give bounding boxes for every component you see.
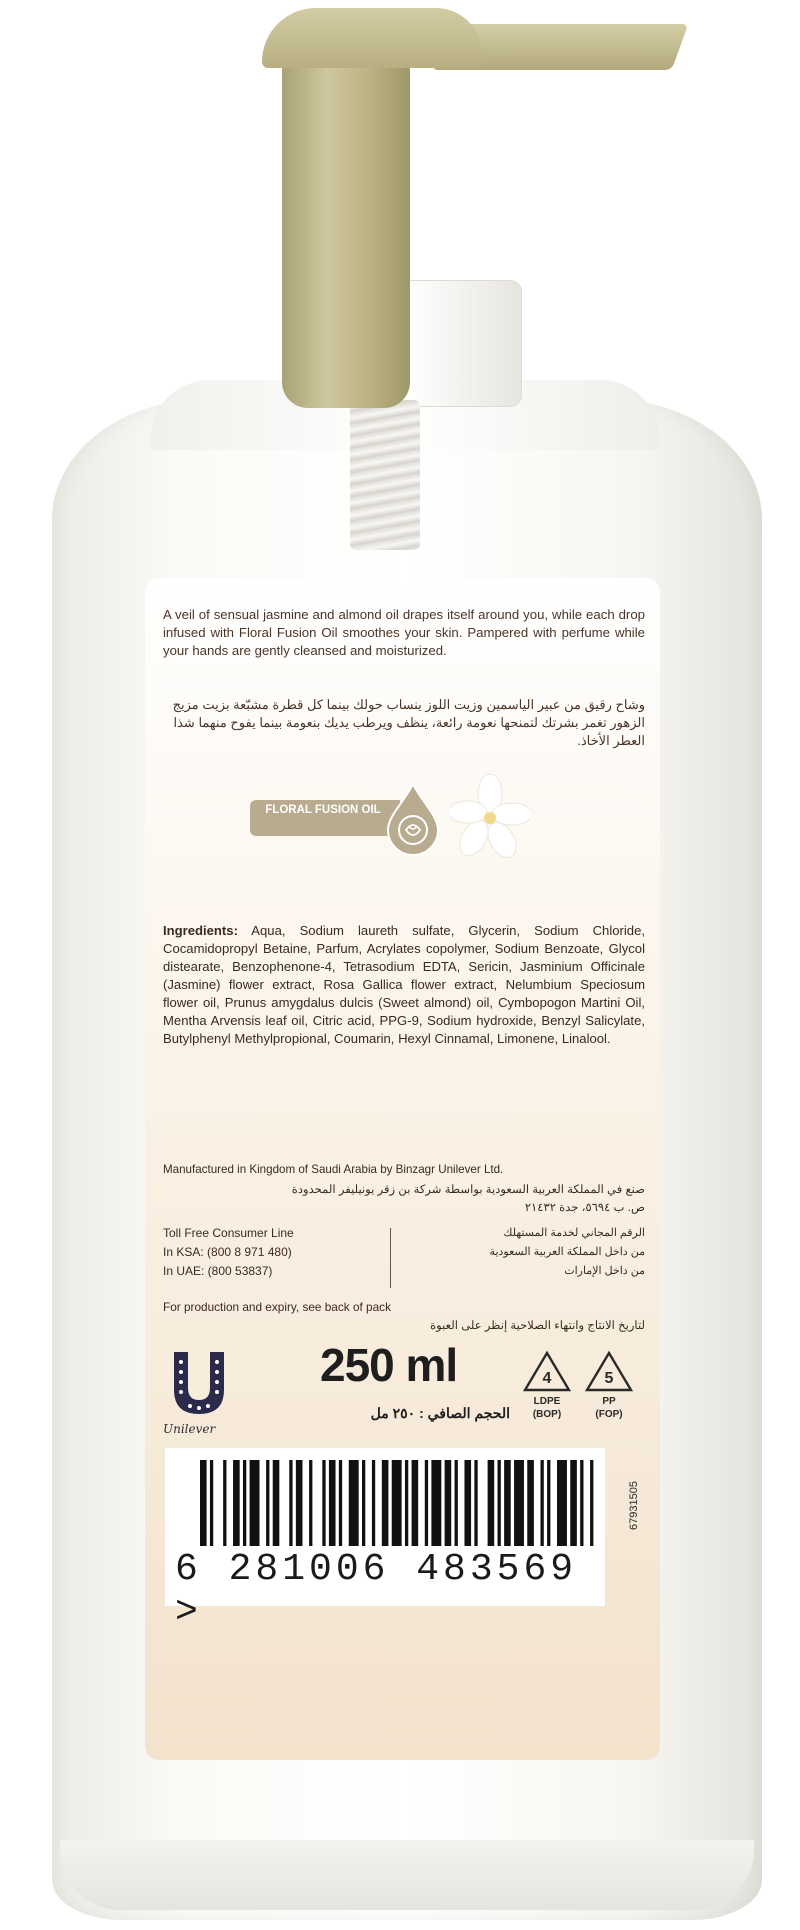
- pump-tube: [350, 400, 420, 550]
- ingredients-text: Aqua, Sodium laureth sulfate, Glycerin, Sodium Chloride, Cocamidopropyl Betaine, Parfum, Acrylates copolymer, Sodium Benzoate, Glycol distearate, Benzophenone-4, Tetrasodium EDTA, Sericin, Jasminium Officinale (Jasmine) flower extract, Rosa Gallica flower extract, Nelumbium Speciosum flower oil, Prunus amygdalus dulcis (Sweet almond) oil, Cymbopogon Martini Oil, Mentha Arvensis leaf oil, Citric acid, PPG-9, Sodium hydroxide, Benzyl Salicylate, Butylphenyl Methylpropional, Coumarin, Hexyl Cinnamal, Limonene, Linalool.: [163, 923, 645, 1046]
- jasmine-flower-icon: [450, 772, 530, 862]
- barcode-bar: [266, 1460, 269, 1546]
- recycle-4-code: [522, 1395, 572, 1421]
- barcode-bar: [412, 1460, 419, 1546]
- side-code: 67931505: [628, 1481, 640, 1530]
- recycle-4-icon: [522, 1350, 572, 1394]
- ingredients-list: [163, 922, 645, 1048]
- barcode-bar: [273, 1460, 280, 1546]
- barcode-bar: [570, 1460, 577, 1546]
- barcode-bar: [474, 1460, 477, 1546]
- barcode-bar: [339, 1460, 342, 1546]
- brand-name: Unilever: [163, 1422, 216, 1436]
- toll-free-ar-line2: من داخل المملكة العربية السعودية: [489, 1246, 645, 1258]
- recycle-4-number: 4: [542, 1370, 552, 1387]
- barcode-bar: [349, 1460, 359, 1546]
- recycle-5-number: 5: [604, 1370, 614, 1387]
- barcode-bar: [362, 1460, 365, 1546]
- description-en: A veil of sensual jasmine and almond oil drapes itself around you, while each drop infused with Floral Fusion Oil smoothes your skin. Pampered with perfume while your hands are gently cleansed and moisturized.: [163, 607, 645, 658]
- barcode-bar: [455, 1460, 458, 1546]
- barcode-bar: [527, 1460, 534, 1546]
- barcode-bar: [329, 1460, 336, 1546]
- barcode-bar: [498, 1460, 501, 1546]
- barcode-bar: [200, 1460, 207, 1546]
- unilever-logo-icon: [168, 1348, 230, 1418]
- barcode-bar: [382, 1460, 389, 1546]
- toll-free-uae: In UAE: (800 53837): [163, 1264, 273, 1278]
- ingredients-label: Ingredients:: [163, 923, 238, 938]
- barcode-bar: [210, 1460, 213, 1546]
- barcode-bar: [431, 1460, 441, 1546]
- pump-head: [262, 8, 482, 68]
- divider: [390, 1228, 391, 1288]
- pump-stem: [282, 58, 410, 408]
- barcode-bar: [392, 1460, 402, 1546]
- barcode-bar: [488, 1460, 495, 1546]
- recycle-5-sub: (FOP): [595, 1409, 623, 1420]
- recycle-5-icon: [584, 1350, 634, 1394]
- toll-free-title: Toll Free Consumer Line: [163, 1226, 294, 1240]
- toll-free-ar-line1: الرقم المجاني لخدمة المستهلك: [503, 1227, 645, 1239]
- recycle-4-material: LDPE: [533, 1396, 561, 1407]
- barcode-bar: [289, 1460, 292, 1546]
- production-note-ar: لتاريخ الانتاج وانتهاء الصلاحية إنظر على العبوة: [430, 1319, 645, 1332]
- barcode-bar: [309, 1460, 312, 1546]
- toll-free-ksa: In KSA: (800 8 971 480): [163, 1245, 292, 1259]
- manufacturer-en: Manufactured in Kingdom of Saudi Arabia by Binzagr Unilever Ltd.: [163, 1163, 504, 1176]
- barcode-bar: [540, 1460, 543, 1546]
- production-note-en: For production and expiry, see back of pack: [163, 1300, 391, 1314]
- barcode-bar: [250, 1460, 260, 1546]
- barcode-bar: [445, 1460, 452, 1546]
- barcode-bar: [405, 1460, 408, 1546]
- barcode-bar: [223, 1460, 226, 1546]
- recycle-5-code: [584, 1395, 634, 1421]
- badge-text: FLORAL FUSION OIL: [265, 804, 381, 816]
- barcode-bar: [296, 1460, 303, 1546]
- barcode-bar: [464, 1460, 471, 1546]
- barcode-digits: 6 281006 483569 >: [175, 1548, 578, 1634]
- barcode-bar: [243, 1460, 246, 1546]
- barcode-bar: [504, 1460, 511, 1546]
- barcode-bar: [233, 1460, 240, 1546]
- barcode-bar: [590, 1460, 593, 1546]
- volume-ar: الحجم الصافي : ٢٥٠ مل: [370, 1405, 510, 1421]
- description-ar: وشاح رقيق من عبير الياسمين وزيت اللوز ينساب حولك بينما كل قطرة مشبّعة بزيت مزيج الزهور تغمر بشرتك لتمنحها نعومة رائعة، ينظف ويرطب يديك بنعومة بينما يفوح منهما شذا العطر الأخاذ.: [172, 697, 645, 748]
- manufacturer-ar-line1: صنع في المملكة العربية السعودية بواسطة شركة بن زقر يونيليفر المحدودة: [291, 1183, 645, 1196]
- manufacturer-ar-line2: ص. ب ٥٦٩٤، جدة ٢١٤٣٢: [524, 1201, 645, 1214]
- oil-drop-rose-icon: [382, 782, 444, 856]
- volume: 250 ml: [320, 1339, 458, 1391]
- recycle-5-material: PP: [602, 1396, 616, 1407]
- barcode-bar: [557, 1460, 567, 1546]
- bottle-base: [60, 1840, 754, 1910]
- barcode-bar: [514, 1460, 524, 1546]
- barcode: [200, 1460, 600, 1546]
- barcode-bar: [425, 1460, 428, 1546]
- barcode-bar: [322, 1460, 325, 1546]
- toll-free-en: [163, 1224, 383, 1281]
- manufacturer-ar: [163, 1181, 645, 1217]
- recycle-4-sub: (BOP): [532, 1409, 562, 1420]
- barcode-bar: [372, 1460, 375, 1546]
- barcode-bar: [580, 1460, 583, 1546]
- barcode-bar: [547, 1460, 550, 1546]
- toll-free-ar-line3: من داخل الإمارات: [564, 1265, 645, 1277]
- toll-free-ar: [400, 1224, 645, 1281]
